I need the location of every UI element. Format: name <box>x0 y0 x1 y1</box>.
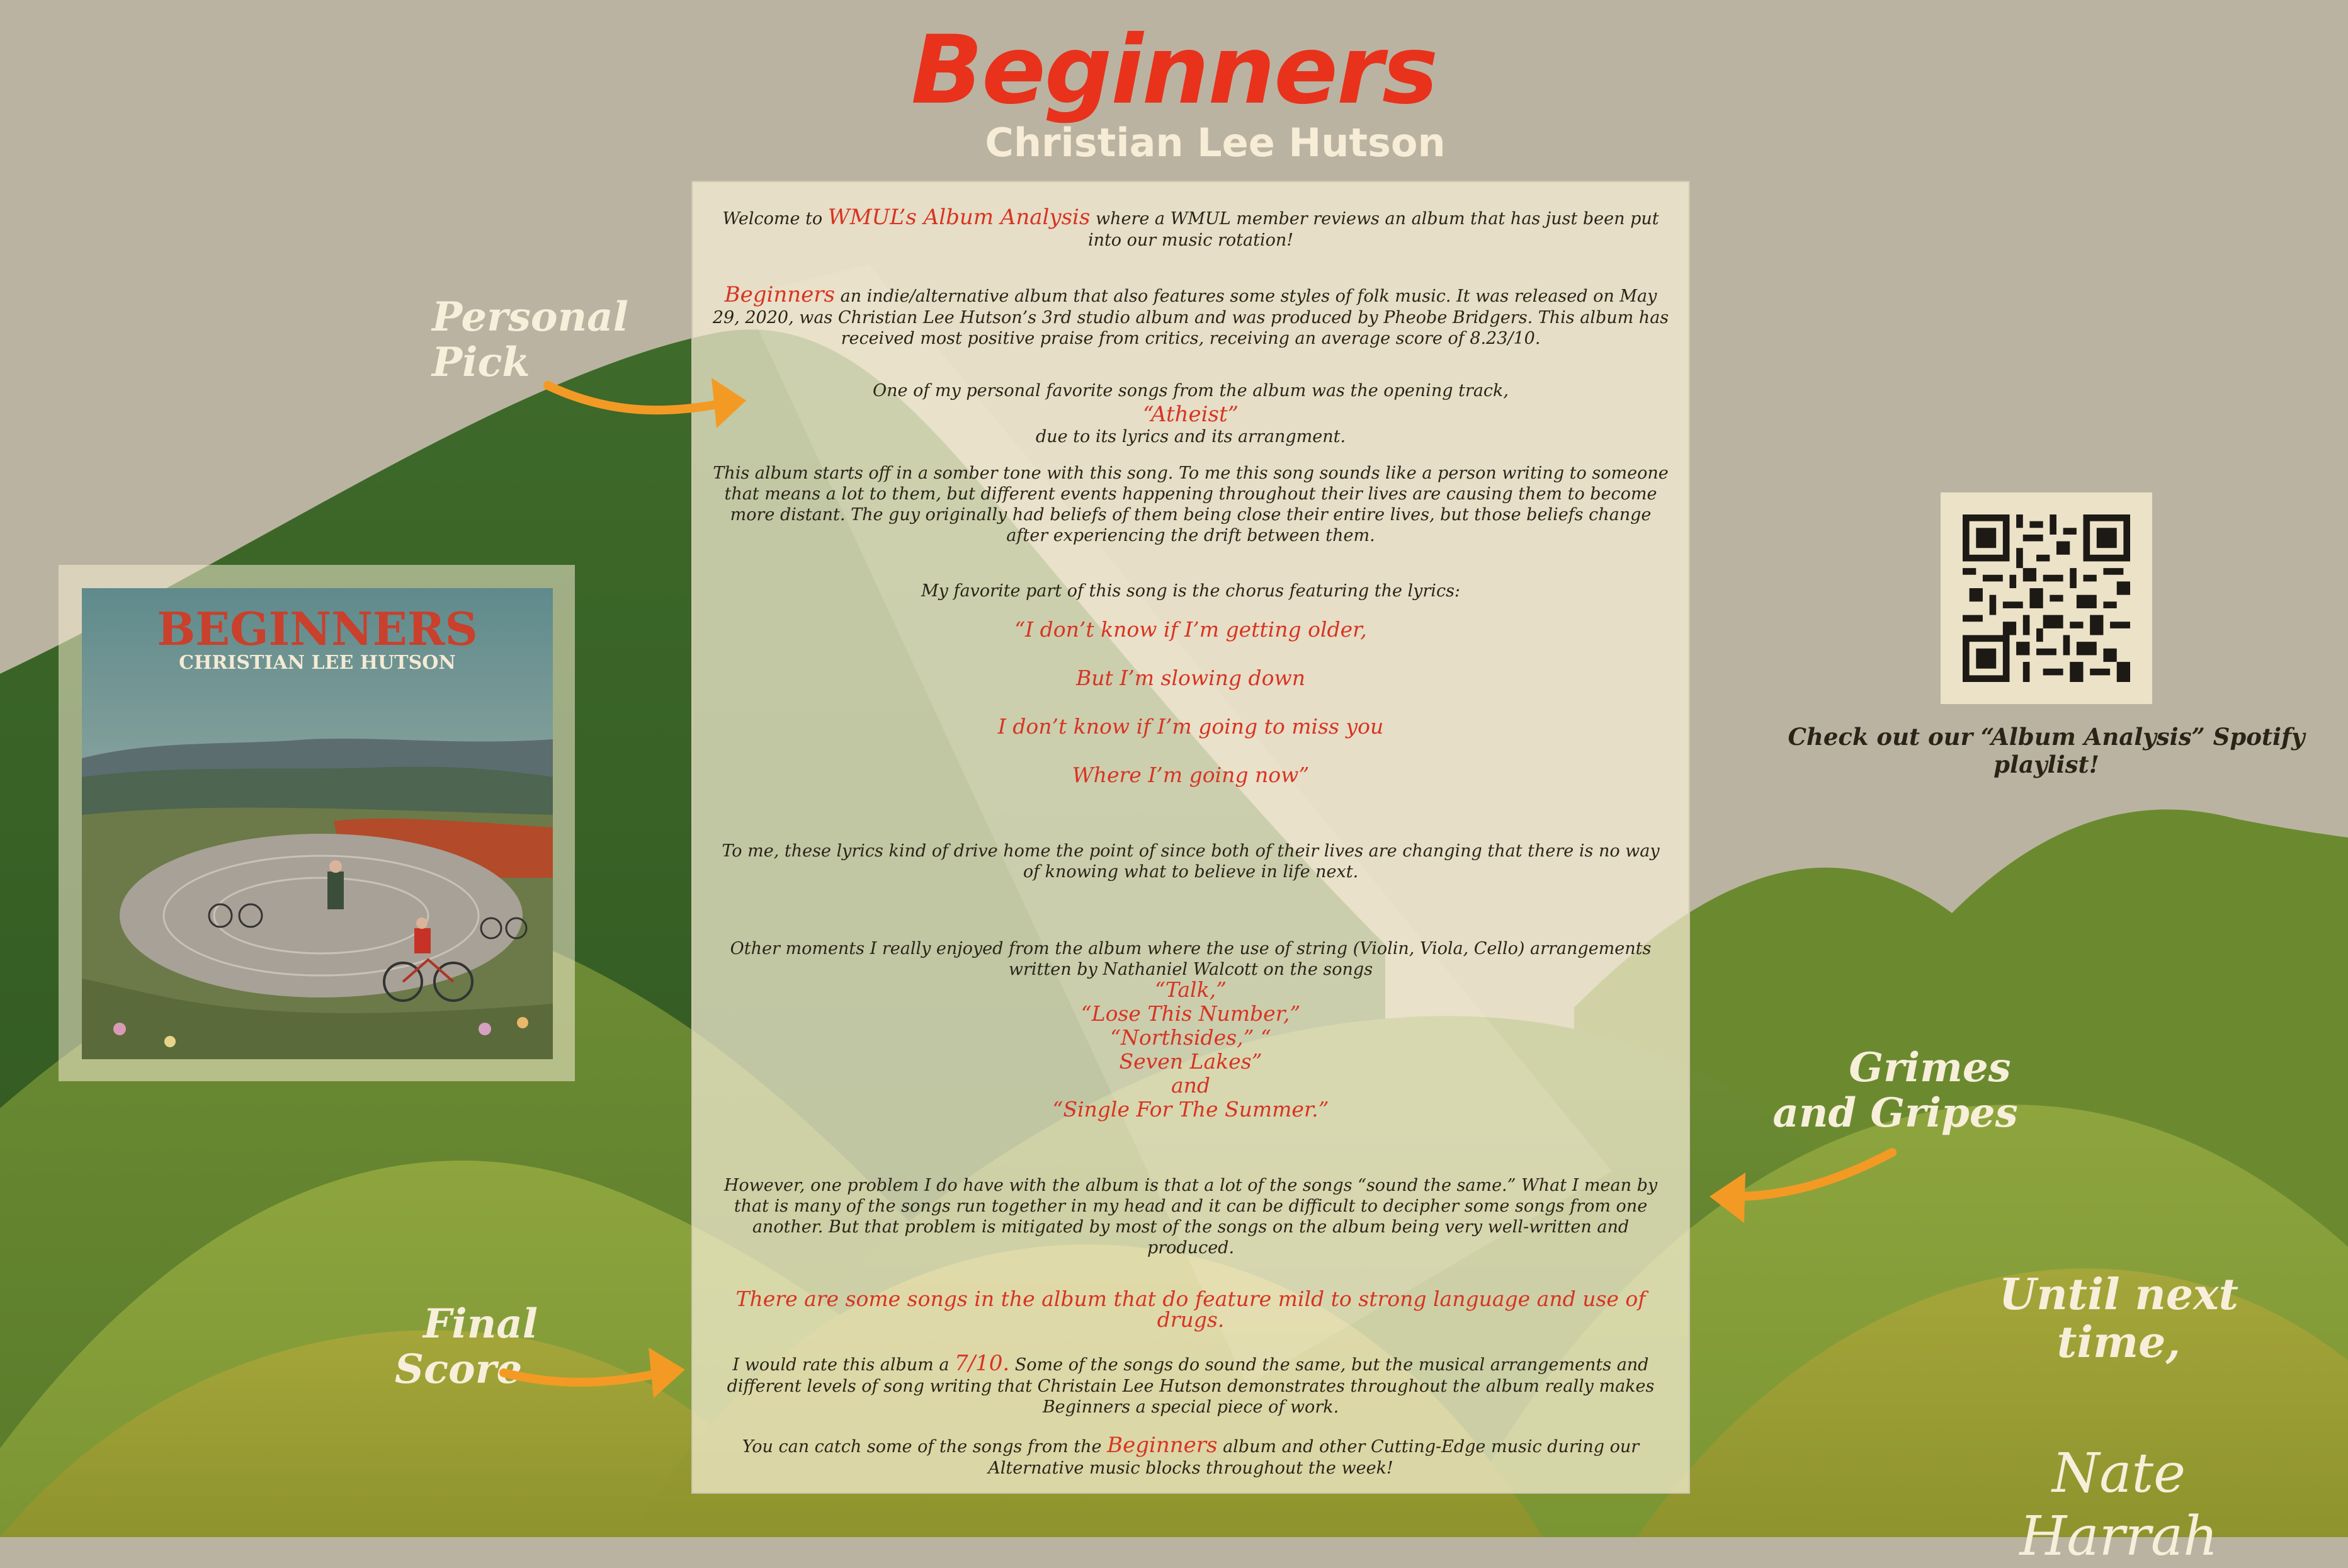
favorite-reason: due to its lyrics and its arrangment. <box>1035 427 1346 446</box>
favorite-track: “Atheist” <box>1142 402 1239 427</box>
final-score-label: Final Score <box>394 1300 538 1393</box>
song-title: “Talk,” <box>1155 977 1227 1002</box>
tone-paragraph: This album starts off in a somber tone with this song. To me this song sounds like a person writing to someone that means a lot to them, but different events happening throughout their lives are causing them to become more distant. The guy originally had beliefs of them being close their entire lives, but those beliefs change after experiencing the drift between them. <box>713 463 1669 545</box>
personal-pick-label: Personal Pick <box>432 293 628 386</box>
favorite-intro: One of my personal favorite songs from the album was the opening track, <box>872 381 1509 401</box>
song-title: “Northsides,” “ <box>1110 1025 1271 1050</box>
lyric-line: I don’t know if I’m going to miss you <box>997 714 1384 739</box>
grimes-gripes-label: Grimes and Gripes <box>1772 1044 2018 1137</box>
qr-code-icon[interactable] <box>1963 514 2130 682</box>
playlist-caption: Check out our “Album Analysis” Spotify playlist! <box>1788 723 2305 778</box>
intro-highlight: WMUL’s Album Analysis <box>827 205 1091 230</box>
song-title: “Single For The Summer.” <box>1052 1097 1329 1122</box>
lyric-line: But I’m slowing down <box>1075 666 1306 690</box>
song-title: Seven Lakes” <box>1119 1049 1262 1074</box>
artist-name: Christian Lee Hutson <box>985 120 1446 166</box>
about-highlight: Beginners <box>724 282 836 307</box>
album-cover-title: BEGINNERS <box>157 602 478 656</box>
lyric-line: Where I’m going now” <box>1072 763 1310 787</box>
closing-paragraph: You can catch some of the songs from the Beginners album and other Cutting-Edge music during our Alternative music blocks throughout the week! <box>742 1433 1640 1478</box>
song-title: “Lose This Number,” <box>1080 1001 1301 1026</box>
content-warning: There are some songs in the album that do feature mild to strong language and use of drugs. <box>735 1287 1646 1332</box>
about-paragraph: Beginners an indie/alternative album that also features some styles of folk music. It was released on May 29, 2020, was Christian Lee Hutson’s 3rd studio album and was produced by Pheobe Bridgers. This album has received most positive praise from critics, receiving an average score of 8.23/10. <box>712 282 1669 348</box>
page-title: Beginners <box>910 16 1438 125</box>
intro-paragraph: Welcome to WMUL’s Album Analysis where a WMUL member reviews an album that has just been put into our music rotation! <box>722 205 1659 250</box>
problem-paragraph: However, one problem I do have with the album is that a lot of the songs “sound the same.” What I mean by that is many of the songs run together in my head and it can be difficult to decipher some songs from one another. But that problem is mitigated by most of the songs on the album being very well-written and produced. <box>723 1176 1658 1258</box>
song-conjunction: and <box>1171 1073 1211 1098</box>
strings-paragraph: Other moments I really enjoyed from the album where the use of string (Violin, Viola, Cello) arrangements written by Nathaniel Walcott on the songs <box>730 939 1652 979</box>
chorus-intro: My favorite part of this song is the chorus featuring the lyrics: <box>921 581 1461 601</box>
rating-score: 7/10. <box>955 1351 1010 1376</box>
album-cover-image <box>82 588 553 1059</box>
until-next-time: Until next time, <box>1999 1270 2239 1368</box>
signature: Nate Harrah <box>2019 1442 2218 1568</box>
closing-highlight: Beginners <box>1107 1433 1218 1458</box>
lyrics-meaning: To me, these lyrics kind of drive home the point of since both of their lives are changing that there is no way of knowing what to believe in life next. <box>722 841 1660 882</box>
rating-paragraph: I would rate this album a 7/10. Some of the songs do sound the same, but the musical arrangements and different levels of song writing that Christain Lee Hutson demonstrates throughout the album really makes Beginners a special piece of work. <box>727 1351 1655 1417</box>
lyric-line: “I don’t know if I’m getting older, <box>1014 617 1367 642</box>
album-cover-artist: CHRISTIAN LEE HUTSON <box>179 652 456 674</box>
